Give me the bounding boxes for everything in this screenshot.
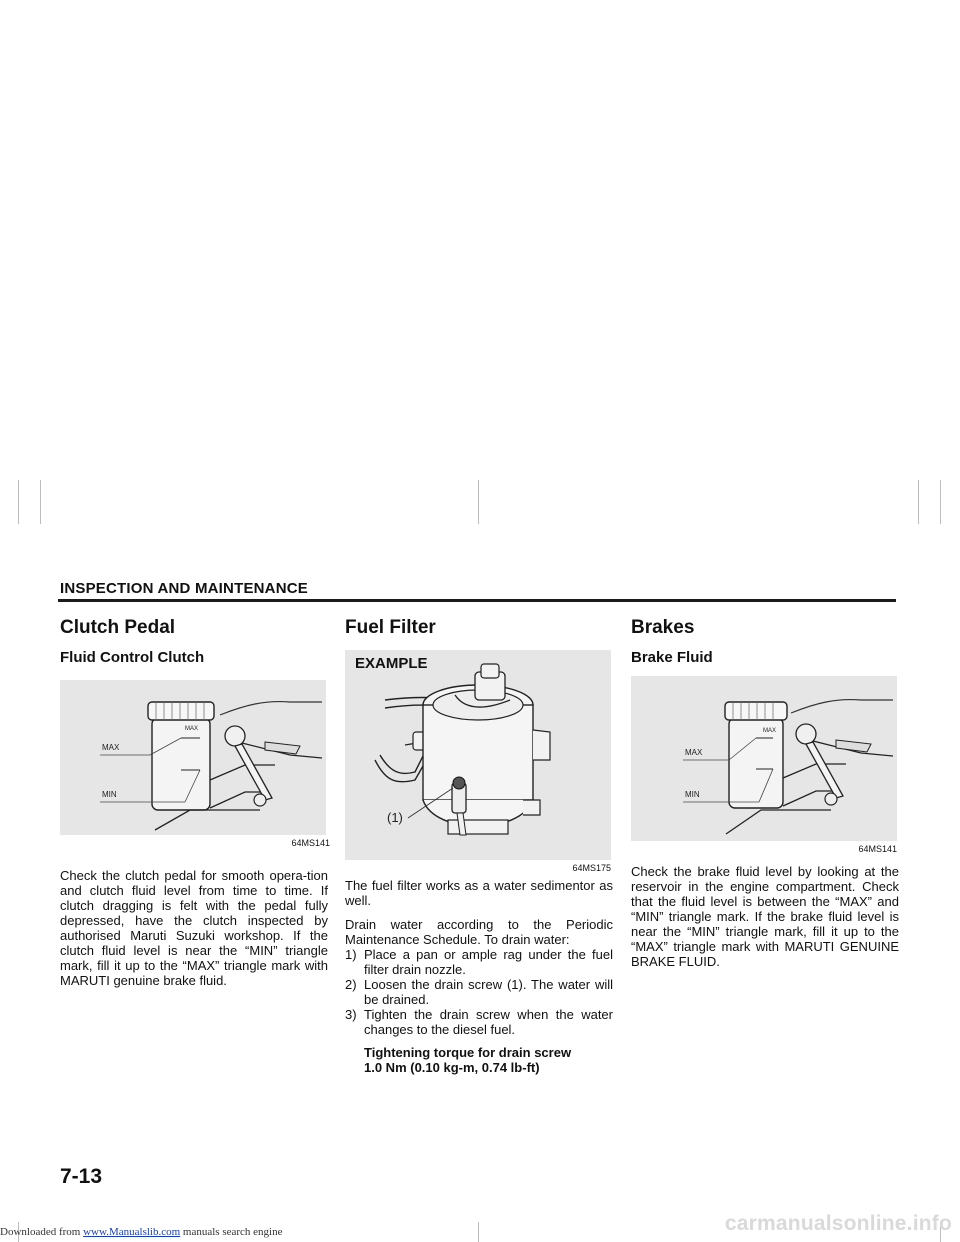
figure-code: 64MS141 bbox=[291, 838, 330, 848]
torque-label: Tightening torque for drain screw bbox=[364, 1045, 572, 1060]
fuel-filter-section bbox=[345, 616, 613, 1075]
crop-mark bbox=[18, 480, 19, 524]
figure-code: 64MS175 bbox=[572, 863, 611, 873]
list-item bbox=[345, 977, 613, 1007]
fuel-filter-title: Fuel Filter bbox=[345, 617, 436, 638]
figure-code: 64MS141 bbox=[858, 844, 897, 854]
crop-mark bbox=[940, 480, 941, 524]
clutch-subtitle: Fluid Control Clutch bbox=[60, 649, 205, 666]
drain-steps bbox=[345, 947, 613, 1037]
crop-mark bbox=[478, 1222, 479, 1242]
watermark: carmanualsonline.info bbox=[724, 1212, 952, 1235]
crop-mark bbox=[478, 480, 479, 524]
footer-prefix: Downloaded from bbox=[0, 1226, 84, 1238]
manualslib-link[interactable]: www.Manualslib.com bbox=[83, 1226, 181, 1238]
example-label: EXAMPLE bbox=[355, 655, 428, 672]
max-label: MAX bbox=[102, 743, 120, 752]
page-number: 7-13 bbox=[60, 1165, 103, 1188]
cap-max-mark: MAX bbox=[763, 728, 777, 734]
header-rule bbox=[58, 599, 896, 602]
clutch-title: Clutch Pedal bbox=[60, 617, 176, 638]
fuel-filter-illustration bbox=[345, 650, 611, 860]
fuel-drain-intro: Drain water according to the Periodic Maintenance Schedule. To drain water: bbox=[345, 917, 613, 947]
brake-fluid-subtitle: Brake Fluid bbox=[631, 649, 713, 666]
clutch-section bbox=[60, 616, 328, 988]
footer-suffix: manuals search engine bbox=[180, 1226, 283, 1238]
brakes-section bbox=[631, 616, 899, 969]
list-item bbox=[345, 947, 613, 977]
step-text: Loosen the drain screw (1). The water will be drained. bbox=[364, 977, 613, 1007]
step-number: 3) bbox=[345, 1007, 357, 1022]
crop-mark bbox=[40, 480, 41, 524]
download-footer bbox=[0, 1226, 282, 1238]
torque-spec bbox=[364, 1045, 613, 1075]
crop-mark bbox=[918, 480, 919, 524]
clutch-reservoir-figure bbox=[60, 680, 326, 835]
brakes-body: Check the brake fluid level by looking at the reservoir in the engine compartment. Check that the fluid level is between the “MAX” and “MIN” triangle mark. If the brake fluid level is near the “MIN” triangle mark, fill it up to the “MAX” triangle mark with MARUTI GENUINE BRAKE FLUID. bbox=[631, 864, 899, 969]
cap-max-mark: MAX bbox=[185, 726, 199, 732]
step-text: Tighten the drain screw when the water changes to the diesel fuel. bbox=[364, 1007, 613, 1037]
max-label: MAX bbox=[685, 748, 703, 757]
clutch-body: Check the clutch pedal for smooth opera-tion and clutch fluid level from time to time. If clutch dragging is felt with the pedal fully depressed, have the clutch inspected by authorised Maruti Suzuki workshop. If the clutch fluid level is near the “MIN” triangle mark, fill it up to the “MAX” triangle mark with MARUTI genuine brake fluid. bbox=[60, 868, 328, 988]
list-item bbox=[345, 1007, 613, 1037]
torque-value: 1.0 Nm (0.10 kg-m, 0.74 lb-ft) bbox=[364, 1060, 540, 1075]
step-number: 1) bbox=[345, 947, 357, 962]
min-label: MIN bbox=[685, 790, 700, 799]
fuel-intro: The fuel filter works as a water sedimentor as well. bbox=[345, 878, 613, 908]
fuel-filter-figure bbox=[345, 650, 611, 860]
brakes-title: Brakes bbox=[631, 617, 695, 638]
step-number: 2) bbox=[345, 977, 357, 992]
step-text: Place a pan or ample rag under the fuel filter drain nozzle. bbox=[364, 947, 613, 977]
brake-reservoir-illustration bbox=[631, 676, 897, 841]
drain-screw-callout: (1) bbox=[387, 810, 403, 825]
min-label: MIN bbox=[102, 790, 117, 799]
clutch-reservoir-illustration bbox=[60, 680, 326, 835]
section-header: INSPECTION AND MAINTENANCE bbox=[60, 580, 308, 597]
brake-reservoir-figure bbox=[631, 676, 897, 841]
